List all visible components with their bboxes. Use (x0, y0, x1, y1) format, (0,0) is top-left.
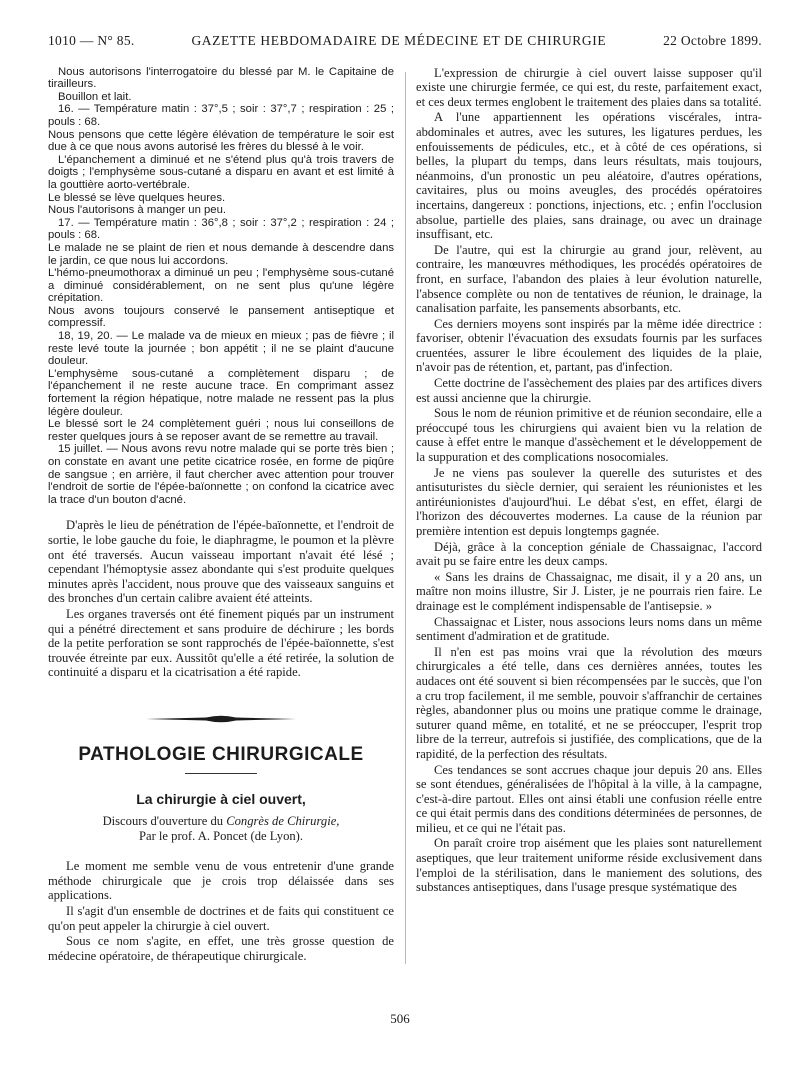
article-paragraph: A l'une appartiennent les opérations viscérales, intra-abdominales et autres, avec les sutures, les ligatures perdues, les enfouissements de pédicules, etc., et à côté de ces opérations, si belles, la plupart du temps, dans leurs résultats, mais toujours, néanmoins, d'un pronostic un peu aléatoire, d'autres opérations, cavitaires, plus ou moins aveugles, des procédés opératoires incertains, dangereux : ponctions, injections, etc. ; enfin l'occlusion absolue, partielle des plaies, sans drainage, ou avec un drainage insuffisant, etc. (416, 110, 762, 242)
section-ornament (48, 714, 394, 724)
article-paragraph: Ces tendances se sont accrues chaque jour depuis 20 ans. Elles se sont étendues, généralisées de l'hôpital à la ville, à la campagne, c'est-à-dire partout. Elles ont ainsi établi une confusion réelle entre ce qui était permis dans des conditions déterminées de personnes, de milieu, et ce qui ne l'était pas. (416, 762, 762, 835)
text-columns (48, 66, 762, 965)
commentary-paragraph: Les organes traversés ont été finement piqués par un instrument qui a pénétré directement et sans produire de déchirure ; les bords de la petite perforation se sont rapprochés de l'épée-baïonnette, s'est trouvée étreinte par eux. Aussitôt qu'elle a été retirée, la solution de continuité a disparu et la cicatrisation a été rapide. (48, 606, 394, 680)
column-divider (405, 72, 406, 965)
right-column (416, 66, 762, 965)
case-observation (48, 66, 394, 507)
observation-paragraph: L'épanchement a diminué et ne s'étend plus qu'à trois travers de doigts ; l'emphysème sous-cutané a disparu en avant et est limité à la gouttière aorto-vertébrale. (48, 153, 394, 191)
observation-paragraph: Bouillon et lait. (58, 90, 132, 103)
article-paragraph: Déjà, grâce à la conception géniale de Chassaignac, l'accord avait pu se faire entre les deux camps. (416, 539, 762, 569)
intro-paragraph: Le moment me semble venu de vous entretenir d'une grande méthode chirurgicale que je crois trop délaissée dans ses applications. (48, 859, 394, 903)
article-paragraph: L'expression de chirurgie à ciel ouvert laisse supposer qu'il existe une chirurgie fermée, ce qui est, du reste, parfaitement exact, et ces deux termes englobent le traitement des plaies dans sa totalité. (416, 65, 762, 109)
article-author: Par le prof. A. Poncet (de Lyon). (138, 828, 304, 843)
article-paragraph: On paraît croire trop aisément que les plaies sont naturellement aseptiques, que leur traitement uniforme réside exclusivement dans l'emploi de la stérilisation, dans le maniement des solutions, des substances antiseptiques, dans l'usage presque systématique des (416, 836, 762, 895)
article-paragraph: Chassaignac et Lister, nous associons leurs noms dans un même sentiment d'admiration et de gratitude. (416, 614, 762, 644)
observation-paragraph: L'hémo-pneumothorax a diminué un peu ; l'emphysème sous-cutané a diminué considérablement, on ne sent plus qu'une légère crépitation. (48, 267, 394, 305)
congress-name: Congrès de Chirurgie, (226, 814, 340, 829)
article-paragraph: Ces derniers moyens sont inspirés par la même idée directrice : favoriser, obtenir l'évacuation des exsudats fournis par les surfaces cruentées, assurer le libre écoulement des liquides de la plaie, n'avoir pas de rétention, et, partant, pas d'infection. (416, 316, 762, 375)
article-paragraph: De l'autre, qui est la chirurgie au grand jour, relèvent, au contraire, les manœuvres méthodiques, les procédés opératoires de front, en surface, l'abandon des plaies à leur évolution naturelle, l'absence complète ou non de tentatives de réunion, le drainage, la canalisation parfaite, les pansements absorbants, etc. (416, 242, 762, 316)
observation-paragraph: Le blessé se lève quelques heures. (48, 191, 226, 204)
issue-date: 22 Octobre 1899. (663, 33, 762, 48)
title-rule (185, 773, 257, 774)
article-intro (48, 859, 394, 963)
intro-paragraph: Il s'agit d'un ensemble de doctrines et de faits qui constituent ce qu'on peut appeler la chirurgie à ciel ouvert. (48, 904, 394, 933)
observation-paragraph: 17. — Température matin : 36°,8 ; soir : 37°,2 ; respiration : 24 ; pouls : 68. (48, 216, 394, 242)
ornament-rule-icon (146, 714, 296, 724)
observation-paragraph: L'emphysème sous-cutané a complètement disparu ; de l'épanchement il ne reste aucune trace. En comprimant assez fortement la région hépatique, notre malade ne ressent pas la plus légère douleur. (48, 367, 394, 418)
article-paragraph: Je ne viens pas soulever la querelle des suturistes et des antisuturistes du siècle dernier, qui seraient les réunionistes et les antiréunionistes d'aujourd'hui. Le débat s'est, en effet, élargi de l'horizon des découvertes modernes. La cause de la réunion par première intention est depuis longtemps gagnée. (416, 465, 762, 538)
journal-title: GAZETTE HEBDOMADAIRE DE MÉDECINE ET DE CHIRURGIE (191, 33, 607, 48)
observation-paragraph: Le malade ne se plaint de rien et nous demande à descendre dans le jardin, ce que nous lui accordons. (48, 241, 394, 267)
left-column (48, 66, 394, 965)
case-commentary (48, 518, 394, 680)
article-paragraph: Il n'en est pas moins vrai que la révolution des mœurs chirurgicales a été telle, dans ces dernières années, toutes les audaces ont été souvent si bien récompensées par le succès, que l'on a cru trop facilement, il me semble, pouvoir s'affranchir de certaines règles, abandonner plus ou moins une pratique comme le drainage, suturer quand même, en totalité, et ne se préoccuper, l'esprit trop libre de la terreur, autrefois si justifiée, des complications, que de la rapidité, de la perfection des résultats. (416, 644, 762, 761)
article-subtitle (48, 814, 394, 829)
intro-paragraph: Sous ce nom s'agite, en effet, une très grosse question de médecine opératoire, de thérapeutique chirurgicale. (48, 934, 394, 963)
observation-paragraph: 18, 19, 20. — Le malade va de mieux en mieux ; pas de fièvre ; il reste levé toute la journée ; bon appétit ; il ne se plaint d'aucune douleur. (48, 330, 394, 368)
article-paragraph: Sous le nom de réunion primitive et de réunion secondaire, elle a préoccupé tous les chirurgiens qui avaient bien vu la relation de cause à effet entre le manque d'assèchement et le développement de la suppuration et des complications nosocomiales. (416, 406, 762, 465)
article-paragraph: Cette doctrine de l'assèchement des plaies par des artifices divers est aussi ancienne que la chirurgie. (416, 376, 762, 405)
section-title: PATHOLOGIE CHIRURGICALE (78, 743, 364, 765)
discours-label: Discours d'ouverture du (102, 814, 227, 829)
observation-paragraph: Nous l'autorisons à manger un peu. (48, 204, 226, 217)
issue-number: 1010 — N° 85. (48, 33, 135, 48)
observation-paragraph: 15 juillet. — Nous avons revu notre malade qui se porte très bien ; on constate en avant une petite cicatrice rosée, en forme de piqûre de sangsue ; en arrière, il faut chercher avec attention pour trouver l'endroit de sortie de l'épée-baïonnette ; on confond la cicatrice avec la trace d'un bouton d'acné. (48, 443, 394, 506)
observation-paragraph: 16. — Température matin : 37°,5 ; soir : 37°,7 ; respiration : 25 ; pouls : 68. (48, 103, 394, 128)
observation-paragraph: Nous pensons que cette légère élévation de température le soir est due à ce que nous avons autorisé les frères du blessé à le voir. (48, 128, 394, 154)
page-number: 506 (390, 1011, 410, 1026)
article-title: La chirurgie à ciel ouvert, (136, 790, 306, 807)
observation-paragraph: Nous avons toujours conservé le pansement antiseptique et compressif. (48, 304, 394, 330)
page-header (48, 34, 762, 54)
observation-paragraph: Nous autorisons l'interrogatoire du blessé par M. le Capitaine de tirailleurs. (48, 65, 394, 91)
observation-paragraph: Le blessé sort le 24 complètement guéri ; nous lui conseillons de rester quelques jours à se reposer avant de se remettre au travail. (48, 418, 394, 443)
commentary-paragraph: D'après le lieu de pénétration de l'épée-baïonnette, et l'endroit de sortie, le lobe gauche du foie, le diaphragme, le poumon et la plèvre ont été traversés. Aucun vaisseau important n'avait été lésé ; cependant l'hémoptysie assez abondante qui s'est produite quelques minutes après l'accident, nous prouve que des vaisseaux sanguins et des bronches d'un certain calibre avaient été atteints. (48, 518, 394, 606)
article-paragraph: « Sans les drains de Chassaignac, me disait, il y a 20 ans, un maître non moins illustre, Sir J. Lister, je ne pourrais rien faire. Le drainage est le complément indispensable de l'antisepsie. » (416, 569, 762, 613)
